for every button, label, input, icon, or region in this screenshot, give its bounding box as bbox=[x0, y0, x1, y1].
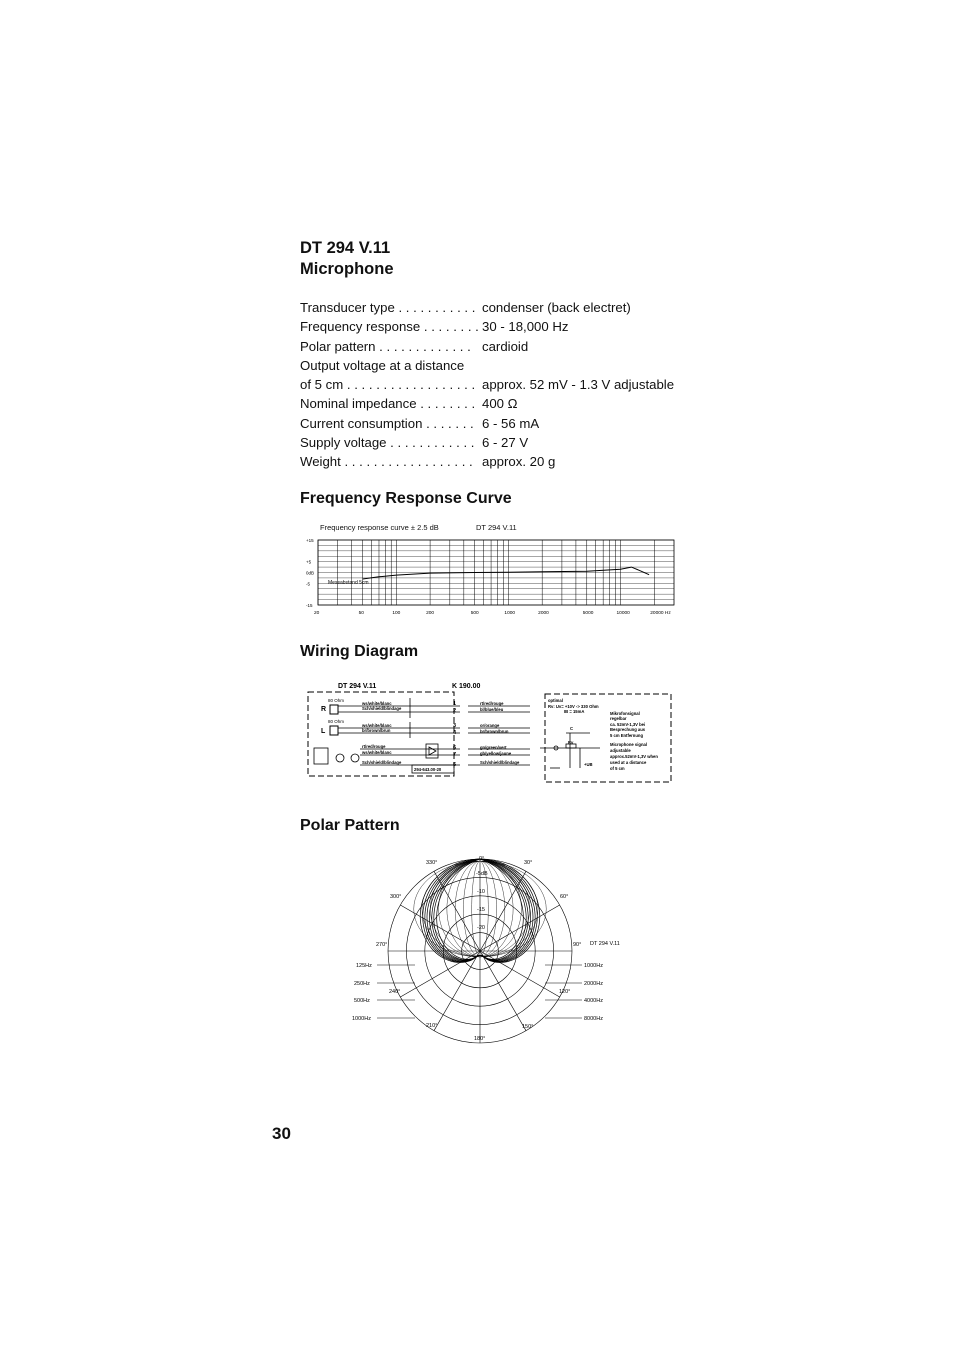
ring-label: -20 bbox=[477, 925, 485, 931]
x-tick-label: 50 bbox=[358, 611, 364, 616]
wiring-diagram bbox=[300, 678, 678, 788]
pin-number: 1 bbox=[453, 701, 457, 707]
left-channel-label: L bbox=[321, 728, 326, 735]
spec-row bbox=[300, 414, 540, 433]
spec-label: Supply voltage . . . . . . . . . . . . bbox=[300, 435, 475, 450]
spec-row bbox=[300, 317, 569, 336]
x-tick-label: 10000 bbox=[616, 611, 630, 616]
freq-section-heading: Frequency Response Curve bbox=[300, 490, 512, 507]
connector-wire: or/orange bbox=[480, 723, 500, 728]
polar-model: DT 294 V.11 bbox=[590, 941, 620, 947]
connector-wire: Sch/shield/blindage bbox=[480, 760, 520, 765]
supply-voltage-label: +UB bbox=[584, 762, 593, 767]
frequency-response-chart bbox=[300, 535, 680, 620]
spec-label: Current consumption . . . . . . . bbox=[300, 416, 474, 431]
freq-chart-caption: Frequency response curve ± 2.5 dB bbox=[320, 523, 439, 532]
angle-label-180: 180° bbox=[474, 1036, 486, 1042]
x-tick-label: 1000 bbox=[504, 611, 516, 616]
connector-wire: bl/blue/bleu bbox=[480, 707, 504, 712]
freq-legend-right: 4000Hz bbox=[584, 998, 603, 1004]
freq-legend-left: 125Hz bbox=[356, 963, 372, 969]
connector-wire: gb/yellow/jaune bbox=[480, 751, 512, 756]
ring-label: -5dB bbox=[476, 871, 488, 877]
wire-label: br/brown/brun bbox=[362, 728, 391, 733]
circuit-note: Rv: Uv= +10V -> 330 Ohm bbox=[548, 704, 599, 709]
x-tick-label: 500 bbox=[470, 611, 479, 616]
ohm-label-right: 80 Ohm bbox=[328, 698, 345, 703]
ring-label: -15 bbox=[477, 907, 485, 913]
spec-value: 6 - 27 V bbox=[482, 435, 529, 450]
polar-spoke bbox=[400, 951, 480, 997]
spec-label: of 5 cm . . . . . . . . . . . . . . . . . . bbox=[300, 377, 476, 392]
circuit-note: 5 cm Entfernung bbox=[610, 733, 644, 738]
wiring-section-heading: Wiring Diagram bbox=[300, 643, 419, 660]
spec-row bbox=[300, 375, 675, 394]
angle-label-120: 120° bbox=[559, 989, 571, 995]
spec-value: cardioid bbox=[482, 339, 529, 354]
circuit-note: optimal bbox=[548, 698, 563, 703]
angle-label-270: 270° bbox=[376, 942, 388, 948]
wire-label: Sch/shield/blindage bbox=[362, 706, 402, 711]
left-capsule bbox=[330, 726, 338, 735]
response-curve bbox=[363, 567, 649, 579]
freq-legend-right: 8000Hz bbox=[584, 1016, 603, 1022]
spec-label: Polar pattern . . . . . . . . . . . . . bbox=[300, 339, 471, 354]
pin-number: 3 bbox=[453, 723, 457, 729]
freq-legend-left: 1000Hz bbox=[352, 1016, 371, 1022]
wiring-model: DT 294 V.11 bbox=[338, 683, 377, 690]
right-capsule bbox=[330, 705, 338, 714]
pin-number: 7 bbox=[453, 752, 457, 758]
polar-section-heading: Polar Pattern bbox=[300, 817, 400, 834]
spec-value: 30 - 18,000 Hz bbox=[482, 319, 569, 334]
polar-spoke bbox=[480, 905, 560, 951]
spec-value: 6 - 56 mA bbox=[482, 416, 540, 431]
angle-label-150: 150° bbox=[522, 1024, 534, 1030]
product-title: DT 294 V.11 bbox=[300, 239, 391, 257]
spec-value: 400 Ω bbox=[482, 396, 518, 411]
connector-wire: gn/green/vert bbox=[480, 745, 507, 750]
ring-label: -10 bbox=[477, 889, 485, 895]
circuit-note: used at a distance bbox=[610, 760, 647, 765]
pin-number: 6 bbox=[453, 745, 457, 751]
pcb-part-number: 294-643.00-20 bbox=[414, 767, 442, 772]
polar-spoke bbox=[480, 951, 526, 1031]
circuit-note: IB = 15mA bbox=[564, 709, 585, 714]
spec-row bbox=[300, 337, 529, 356]
wire-label: ws/white/blanc bbox=[362, 723, 392, 728]
x-axis-ticks bbox=[314, 610, 671, 616]
wire-label: rt/red/rouge bbox=[362, 744, 386, 749]
page-number: 30 bbox=[272, 1124, 291, 1143]
polar-grid bbox=[388, 859, 572, 1043]
x-tick-label: 2000 bbox=[538, 611, 549, 616]
spec-value: condenser (back electret) bbox=[482, 300, 631, 315]
angle-label-330: 330° bbox=[426, 860, 438, 866]
y-tick-label: -15 bbox=[306, 603, 313, 608]
polar-spoke bbox=[400, 905, 480, 951]
angle-label-210: 210° bbox=[426, 1023, 438, 1029]
wire-label: ws/white/blanc bbox=[362, 750, 392, 755]
freq-legend-right: 1000Hz bbox=[584, 963, 603, 969]
polar-spoke bbox=[434, 951, 480, 1031]
y-tick-label: 0dB bbox=[306, 570, 315, 576]
freq-chart-model: DT 294 V.11 bbox=[476, 523, 517, 532]
spec-row bbox=[300, 298, 631, 317]
y-tick-label: +15 bbox=[306, 538, 314, 543]
spec-row bbox=[300, 433, 529, 452]
angle-label-0: 0° bbox=[479, 856, 485, 862]
wiring-part-number: K 190.00 bbox=[452, 683, 481, 690]
y-tick-label: -5 bbox=[306, 581, 311, 587]
spec-label: Transducer type . . . . . . . . . . . bbox=[300, 300, 476, 315]
angle-label-60: 60° bbox=[560, 894, 569, 900]
connector-wire: br/brown/brun bbox=[480, 729, 509, 734]
product-subtitle: Microphone bbox=[300, 260, 394, 278]
freq-legend-left: 500Hz bbox=[354, 998, 370, 1004]
spec-label: Output voltage at a distance bbox=[300, 358, 465, 373]
right-channel-label: R bbox=[321, 706, 327, 713]
pin-number: 2 bbox=[453, 708, 457, 714]
freq-legend-left: 250Hz bbox=[354, 981, 370, 987]
spec-label: Weight . . . . . . . . . . . . . . . . . . bbox=[300, 454, 473, 469]
capacitor-label: C bbox=[570, 726, 574, 731]
circuit-note: ca. 52mV-1,3V bei bbox=[610, 722, 646, 727]
angle-label-240: 240° bbox=[389, 989, 401, 995]
angle-label-30: 30° bbox=[524, 860, 533, 866]
x-tick-label: 100 bbox=[392, 611, 401, 616]
pin-number: 5 bbox=[453, 762, 457, 768]
spec-value: approx. 20 g bbox=[482, 454, 556, 469]
spec-row bbox=[300, 452, 556, 471]
connector-wire: rt/red/rouge bbox=[480, 701, 504, 706]
spec-label: Nominal impedance . . . . . . . . bbox=[300, 396, 476, 411]
angle-label-300: 300° bbox=[390, 894, 402, 900]
circuit-note: regelbar bbox=[610, 716, 627, 721]
pin-number: 4 bbox=[453, 730, 457, 736]
circuit-note: adjustable bbox=[610, 748, 631, 753]
freq-legend-right: 2000Hz bbox=[584, 981, 603, 987]
y-axis-ticks bbox=[306, 538, 314, 608]
spec-label: Frequency response . . . . . . . . bbox=[300, 319, 479, 334]
x-tick-label: 20000 Hz bbox=[650, 611, 671, 616]
circuit-note: Mikrofonsignal bbox=[610, 711, 640, 716]
x-tick-label: 200 bbox=[426, 611, 435, 616]
polar-pattern-chart bbox=[340, 848, 640, 1048]
circuit-note: approx.52mV-1,3V when bbox=[610, 754, 658, 759]
resistor-label: Rv bbox=[568, 740, 574, 745]
x-tick-label: 5000 bbox=[582, 611, 594, 616]
circuit-note: Besprechung aus bbox=[610, 727, 646, 732]
x-tick-label: 20 bbox=[314, 611, 320, 616]
angle-label-90: 90° bbox=[573, 942, 582, 948]
y-tick-label: +5 bbox=[306, 559, 312, 565]
wire-label: Sch/shield/blindage bbox=[362, 760, 402, 765]
wire-label: ws/white/blanc bbox=[362, 701, 392, 706]
spec-row bbox=[300, 356, 464, 375]
circuit-note: Microphone signal bbox=[610, 742, 647, 747]
circuit-note: of 5 cm bbox=[610, 766, 625, 771]
polar-spoke bbox=[480, 951, 560, 997]
spec-row bbox=[300, 394, 518, 413]
chart-inner-label: Messabstand 5cm bbox=[328, 580, 369, 586]
ohm-label-left: 80 Ohm bbox=[328, 719, 345, 724]
spec-value: approx. 52 mV - 1.3 V adjustable bbox=[482, 377, 675, 392]
